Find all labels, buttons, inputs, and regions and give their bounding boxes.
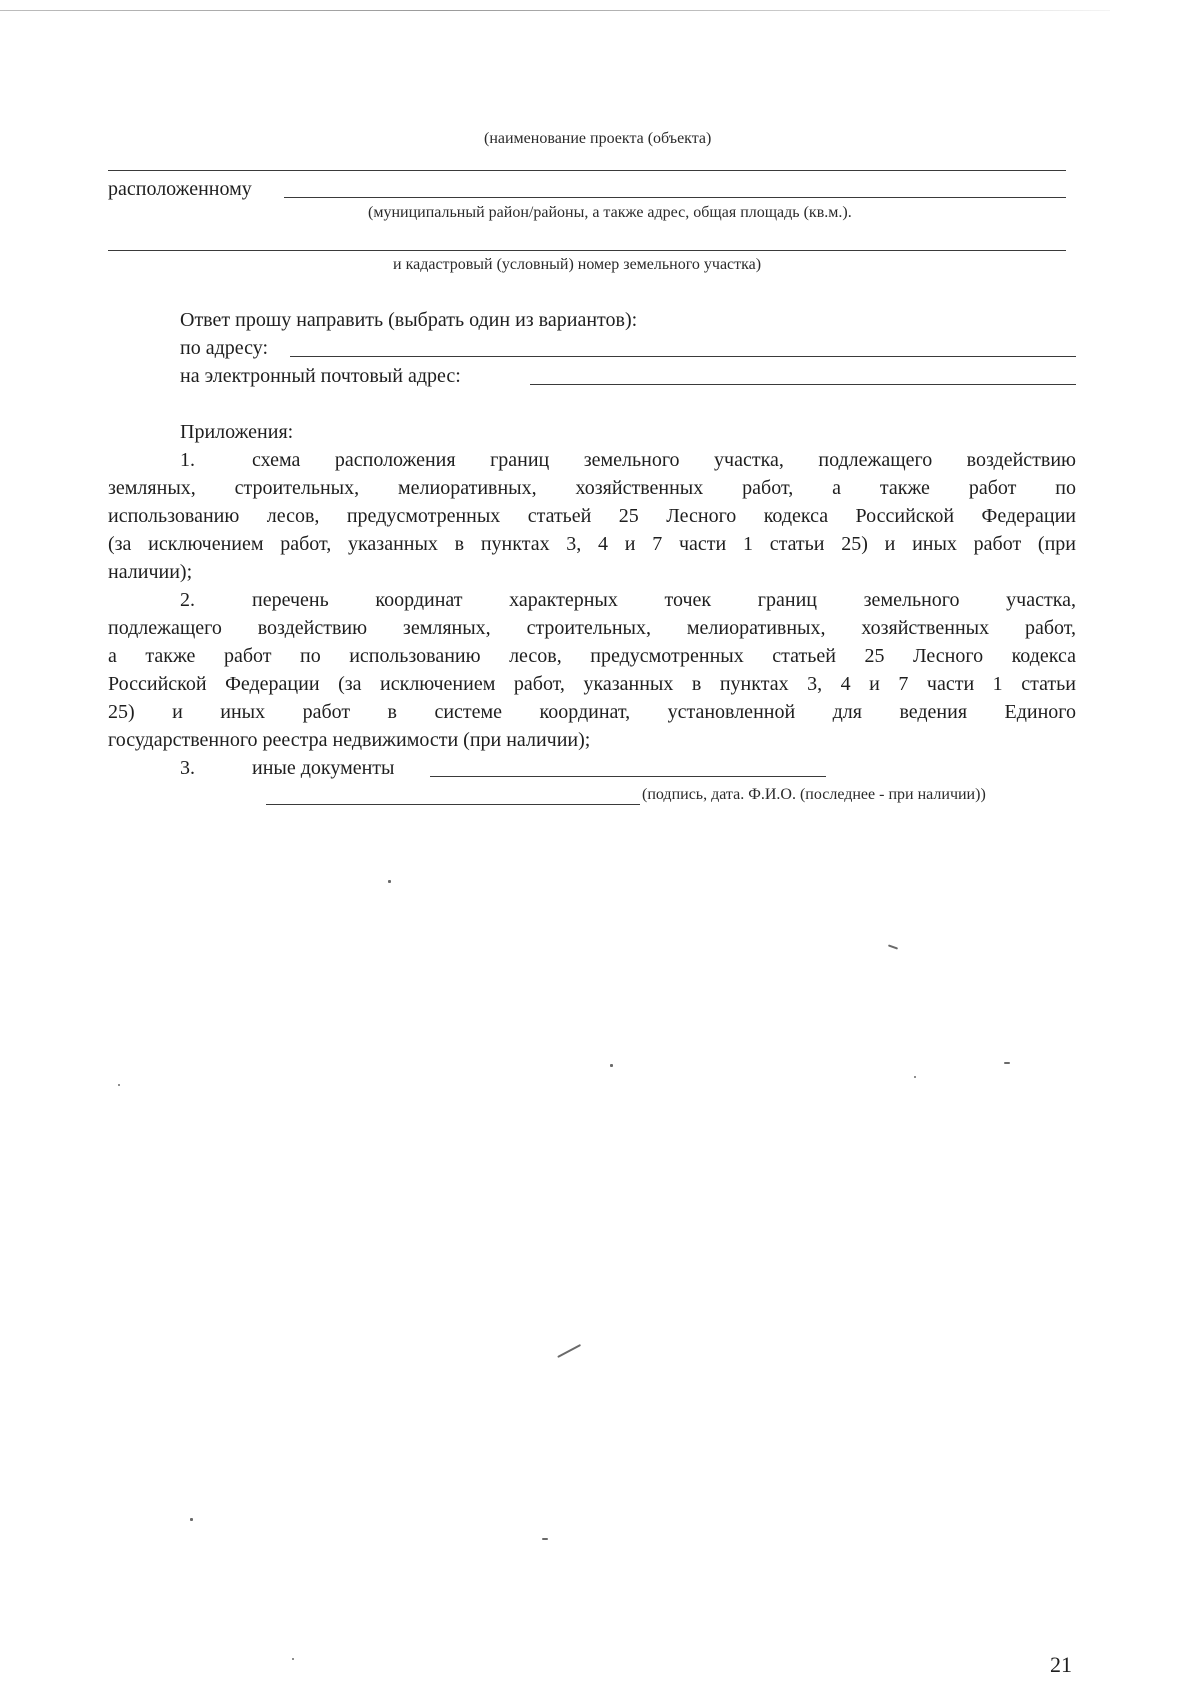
project-name-fill-line	[108, 170, 1066, 171]
scan-speck	[888, 944, 898, 949]
scan-speck	[1004, 1062, 1010, 1064]
caption-project-name: (наименование проекта (объекта)	[484, 130, 712, 147]
reply-intro: Ответ прошу направить (выбрать один из вариантов):	[180, 309, 638, 331]
reply-email-label: на электронный почтовый адрес:	[180, 365, 461, 387]
attachment-1-number: 1.	[180, 449, 195, 471]
other-documents-fill-line	[430, 776, 826, 777]
attachment-3-line-1: иные документы	[252, 757, 395, 779]
scan-speck	[190, 1518, 193, 1521]
attachment-2-line-6: государственного реестра недвижимости (при наличии);	[108, 729, 591, 751]
attachment-1-line-1: схема расположения границ земельного участка, подлежащего воздействию	[252, 449, 1076, 471]
scan-speck	[557, 1344, 581, 1358]
attachment-2-number: 2.	[180, 589, 195, 611]
caption-cadastral-number: и кадастровый (условный) номер земельного участка)	[393, 256, 762, 273]
page-number: 21	[1050, 1652, 1072, 1677]
signature-caption: (подпись, дата. Ф.И.О. (последнее - при наличии))	[642, 786, 986, 803]
label-located: расположенному	[108, 178, 252, 200]
attachment-2-line-3: а также работ по использованию лесов, предусмотренных статьей 25 Лесного кодекса	[108, 645, 1076, 667]
attachment-2-line-4: Российской Федерации (за исключением работ, указанных в пунктах 3, 4 и 7 части 1 статьи	[108, 673, 1076, 695]
scan-speck	[388, 880, 391, 883]
reply-address-label: по адресу:	[180, 337, 269, 359]
scan-speck	[118, 1084, 120, 1086]
scan-speck	[914, 1076, 916, 1078]
reply-address-fill-line	[290, 356, 1076, 357]
attachment-3-number: 3.	[180, 757, 195, 779]
scan-edge-line	[0, 10, 1110, 11]
reply-email-fill-line	[530, 384, 1076, 385]
attachment-1-line-3: использованию лесов, предусмотренных статьей 25 Лесного кодекса Российской Федерации	[108, 505, 1076, 527]
caption-district-address: (муниципальный район/районы, а также адрес, общая площадь (кв.м.).	[368, 204, 852, 221]
located-fill-line	[284, 197, 1066, 198]
scan-speck	[292, 1658, 294, 1660]
attachment-1-line-2: земляных, строительных, мелиоративных, хозяйственных работ, а также работ по	[108, 477, 1076, 499]
attachment-2-line-2: подлежащего воздействию земляных, строительных, мелиоративных, хозяйственных работ,	[108, 617, 1076, 639]
attachments-title: Приложения:	[180, 421, 294, 443]
scan-speck	[610, 1064, 613, 1067]
attachment-1-line-5: наличии);	[108, 561, 193, 583]
cadastral-fill-line	[108, 250, 1066, 251]
attachment-2-line-1: перечень координат характерных точек границ земельного участка,	[252, 589, 1076, 611]
attachment-1-line-4: (за исключением работ, указанных в пунктах 3, 4 и 7 части 1 статьи 25) и иных работ (при	[108, 533, 1076, 555]
signature-fill-line	[266, 804, 640, 805]
attachment-2-line-5: 25) и иных работ в системе координат, установленной для ведения Единого	[108, 701, 1076, 723]
scan-speck	[542, 1538, 548, 1540]
